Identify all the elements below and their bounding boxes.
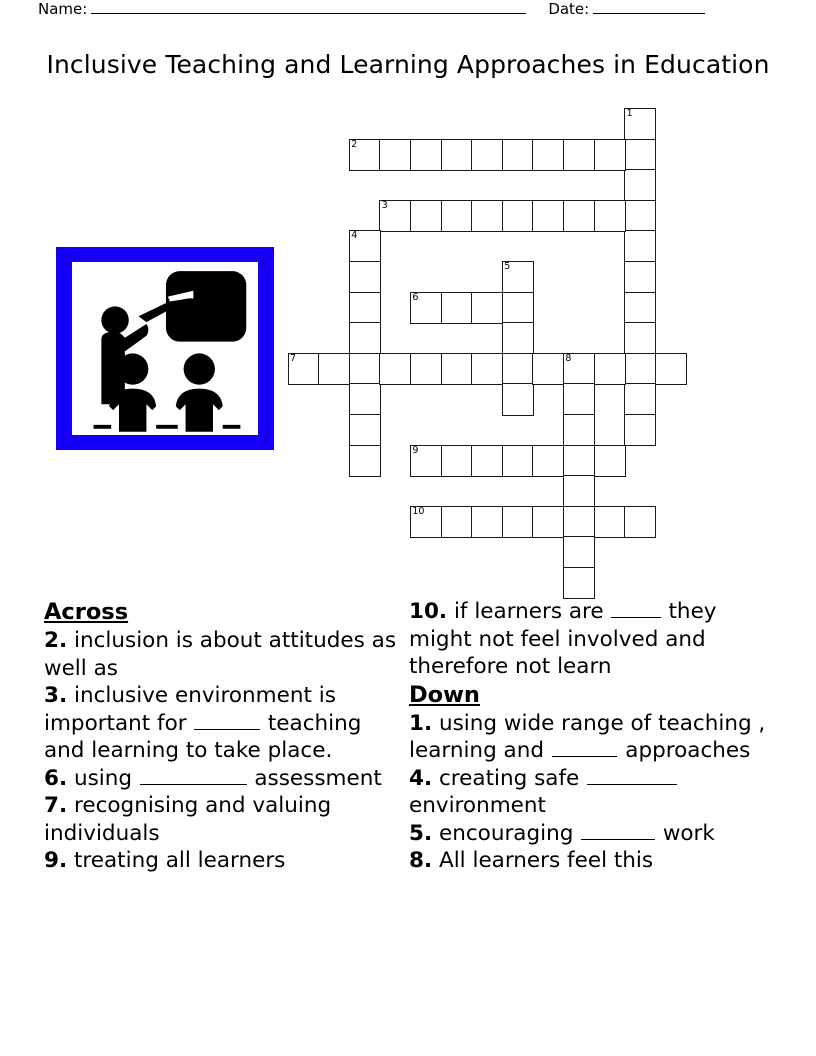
page-title: Inclusive Teaching and Learning Approaches in Education	[46, 50, 770, 79]
answer-blank[interactable]	[611, 601, 660, 618]
name-label: Name:	[38, 0, 88, 18]
clue-number: 1.	[409, 710, 433, 736]
cell-number: 7	[290, 352, 297, 364]
cell-number: 1	[626, 108, 633, 119]
answer-blank[interactable]	[140, 768, 247, 785]
clue-text: if learners are they might not feel involved and therefore not learn	[409, 599, 717, 679]
crossword-cell[interactable]	[379, 353, 411, 385]
clue-across-6	[44, 765, 404, 793]
clue-number: 8.	[409, 848, 433, 873]
clue-across-7	[44, 792, 404, 847]
crossword-cell[interactable]	[502, 292, 534, 324]
clue-number: 10.	[409, 599, 448, 624]
crossword-cell[interactable]	[594, 506, 626, 538]
crossword-cell[interactable]	[624, 353, 656, 385]
crossword-cell[interactable]	[502, 353, 534, 385]
crossword-cell[interactable]	[563, 200, 595, 232]
clue-across-3	[44, 682, 404, 765]
crossword-cell[interactable]	[349, 322, 381, 354]
clue-number: 3.	[44, 683, 68, 708]
clue-text: All learners feel this	[438, 848, 654, 873]
crossword-cell[interactable]	[532, 353, 564, 385]
crossword-cell[interactable]	[624, 383, 656, 415]
crossword-cell[interactable]	[502, 200, 534, 232]
crossword-cell[interactable]	[318, 353, 350, 385]
crossword-cell[interactable]	[379, 200, 411, 232]
crossword-cell[interactable]	[563, 139, 595, 171]
clue-across-9	[44, 847, 404, 875]
crossword-cell[interactable]	[594, 353, 626, 385]
clue-column-right	[409, 598, 781, 875]
crossword-cell[interactable]	[349, 139, 381, 171]
crossword-cell[interactable]	[410, 139, 442, 171]
crossword-cell[interactable]	[563, 506, 595, 538]
crossword-cell[interactable]	[349, 230, 381, 262]
across-heading: Across	[44, 599, 129, 625]
clue-text: recognising and valuing individuals	[44, 793, 332, 846]
answer-blank[interactable]	[581, 823, 655, 840]
crossword-cell[interactable]	[471, 506, 503, 538]
clue-down-8	[409, 847, 781, 875]
clue-number: 5.	[409, 820, 433, 846]
crossword-cell[interactable]	[532, 445, 564, 477]
crossword-cell[interactable]	[624, 200, 656, 232]
crossword-cell[interactable]	[349, 383, 381, 415]
clue-down-4	[409, 765, 781, 820]
down-heading: Down	[409, 681, 480, 708]
clue-column-left	[44, 598, 404, 875]
crossword-cell[interactable]	[471, 445, 503, 477]
crossword-cell[interactable]	[594, 200, 626, 232]
clue-down-1	[409, 710, 781, 765]
name-write-in-line[interactable]	[91, 0, 526, 14]
clue-down-5	[409, 820, 781, 848]
crossword-cell[interactable]	[532, 139, 564, 171]
clue-across-10	[409, 598, 781, 681]
crossword-cell[interactable]	[624, 261, 656, 293]
crossword-cell[interactable]	[471, 292, 503, 324]
crossword-cell[interactable]	[624, 322, 656, 354]
crossword-cell[interactable]	[532, 200, 564, 232]
crossword-cell[interactable]	[441, 200, 473, 232]
crossword-cell[interactable]	[563, 475, 595, 507]
crossword-cell[interactable]	[563, 353, 595, 385]
date-label: Date:	[548, 0, 590, 18]
clue-number: 7.	[44, 793, 68, 818]
clue-number: 9.	[44, 848, 68, 873]
clue-text: using wide range of teaching , learning and approaches	[409, 710, 766, 763]
crossword-cell[interactable]	[379, 139, 411, 171]
clue-text: treating all learners	[73, 848, 286, 873]
crossword-cell[interactable]	[563, 383, 595, 415]
cell-number: 9	[412, 444, 419, 456]
crossword-cell[interactable]	[441, 139, 473, 171]
crossword-cell[interactable]	[349, 353, 381, 385]
crossword-cell[interactable]	[471, 200, 503, 232]
crossword-cell[interactable]	[502, 322, 534, 354]
crossword-cell[interactable]	[471, 139, 503, 171]
crossword-cell[interactable]	[563, 414, 595, 446]
cell-number: 5	[504, 261, 511, 272]
cell-number: 2	[351, 138, 358, 150]
crossword-cell[interactable]	[349, 445, 381, 477]
crossword-cell[interactable]	[655, 353, 687, 385]
cell-number: 4	[351, 230, 358, 242]
classroom-teaching-icon	[56, 247, 274, 450]
crossword-cell[interactable]	[349, 414, 381, 446]
crossword-cell[interactable]	[563, 536, 595, 568]
clue-text: inclusion is about attitudes as well as	[44, 628, 397, 681]
clue-number: 2.	[44, 628, 68, 653]
clue-number: 4.	[409, 765, 433, 791]
crossword-cell[interactable]	[532, 506, 564, 538]
answer-blank[interactable]	[552, 740, 618, 757]
crossword-cell[interactable]	[410, 445, 442, 477]
crossword-cell[interactable]	[502, 445, 534, 477]
crossword-cell[interactable]	[624, 292, 656, 324]
crossword-cell[interactable]	[441, 445, 473, 477]
clipart-canvas	[72, 262, 258, 435]
clue-text: creating safe environment	[409, 766, 678, 819]
crossword-cell[interactable]	[471, 353, 503, 385]
crossword-cell[interactable]	[502, 383, 534, 415]
clue-across-2	[44, 627, 404, 682]
date-write-in-line[interactable]	[593, 0, 705, 14]
crossword-cell[interactable]	[410, 506, 442, 538]
clue-lists	[0, 598, 816, 1018]
clue-text: encouraging work	[438, 820, 715, 846]
crossword-cell[interactable]	[441, 506, 473, 538]
crossword-cell[interactable]	[624, 108, 656, 140]
crossword-cell[interactable]	[624, 139, 656, 171]
crossword-cell[interactable]	[410, 292, 442, 324]
crossword-cell[interactable]	[624, 169, 656, 201]
crossword-cell[interactable]	[441, 353, 473, 385]
cell-number: 8	[565, 352, 572, 364]
crossword-cell[interactable]	[502, 139, 534, 171]
crossword-cell[interactable]	[594, 445, 626, 477]
clue-number: 6.	[44, 765, 68, 791]
student-header	[38, 0, 778, 26]
cell-number: 6	[412, 291, 419, 303]
crossword-cell[interactable]	[624, 506, 656, 538]
crossword-cell[interactable]	[288, 353, 320, 385]
crossword-cell[interactable]	[563, 445, 595, 477]
answer-blank[interactable]	[194, 713, 260, 730]
crossword-cell[interactable]	[502, 506, 534, 538]
cell-number: 10	[412, 505, 425, 517]
crossword-cell[interactable]	[624, 414, 656, 446]
crossword-cell[interactable]	[349, 292, 381, 324]
crossword-cell[interactable]	[410, 353, 442, 385]
crossword-cell[interactable]	[410, 200, 442, 232]
answer-blank[interactable]	[587, 768, 677, 785]
clue-text: inclusive environment is important for teaching and learning to take place.	[44, 683, 362, 763]
crossword-cell[interactable]	[441, 292, 473, 324]
cell-number: 3	[381, 199, 388, 211]
crossword-cell[interactable]	[594, 139, 626, 171]
clue-text: using assessment	[73, 765, 382, 791]
crossword-cell[interactable]	[563, 567, 595, 599]
crossword-cell[interactable]	[624, 230, 656, 262]
crossword-cell[interactable]	[502, 261, 534, 293]
crossword-cell[interactable]	[349, 261, 381, 293]
